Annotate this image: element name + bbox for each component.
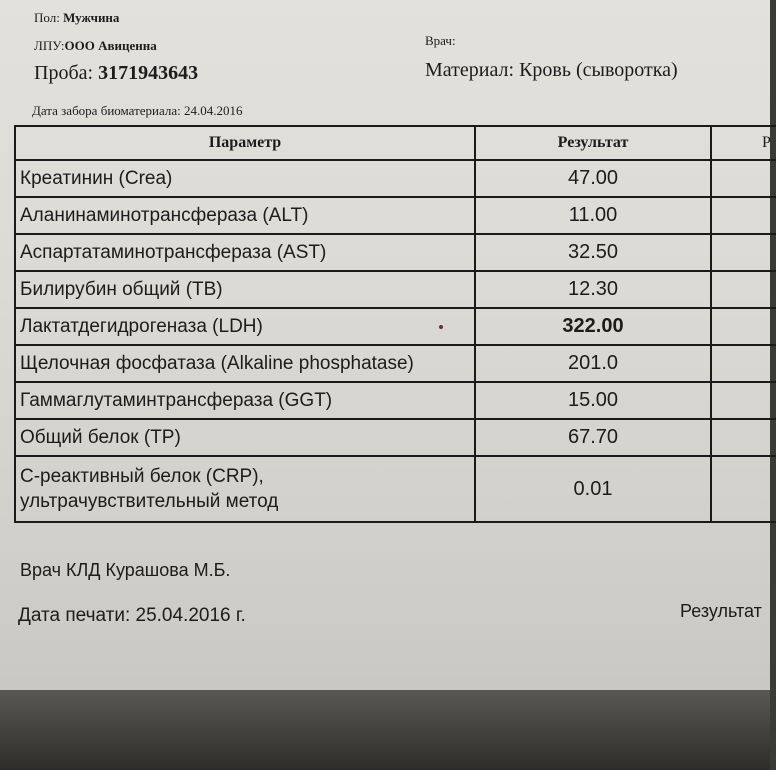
row-extra	[712, 346, 776, 381]
table-row	[16, 161, 776, 198]
row-parameter: Креатинин (Crea)	[16, 161, 476, 196]
row-result: 15.00	[476, 383, 712, 418]
row-parameter: Гаммаглутаминтрансфераза (GGT)	[16, 383, 476, 418]
row-extra	[712, 272, 776, 307]
ink-mark	[439, 325, 443, 329]
background-surface	[0, 690, 770, 770]
row-result: 47.00	[476, 161, 712, 196]
collection-date-value: 24.04.2016	[184, 103, 243, 118]
print-date: Дата печати: 25.04.2016 г.	[18, 605, 246, 626]
row-parameter-line1: C-реактивный белок (CRP),	[20, 466, 264, 487]
row-result: 12.30	[476, 272, 712, 307]
table-row	[16, 346, 776, 383]
sex-line	[34, 10, 119, 26]
sample-label: Проба:	[34, 62, 94, 84]
row-extra	[712, 383, 776, 418]
doctor-signature: Врач КЛД Курашова М.Б.	[20, 560, 231, 580]
column-header-result: Результат	[476, 127, 712, 159]
lpu-value: ООО Авиценна	[64, 38, 157, 53]
row-parameter: Общий белок (TP)	[16, 420, 476, 455]
column-header-cut: Р	[762, 134, 771, 151]
sample-line	[34, 62, 198, 85]
row-parameter: Лактатдегидрогеназа (LDH)	[16, 309, 476, 344]
table-row	[16, 457, 776, 523]
row-extra	[712, 198, 776, 233]
material-value: Кровь (сыворотка)	[519, 59, 678, 81]
row-result: 201.0	[476, 346, 712, 381]
material-label: Материал:	[425, 59, 515, 81]
row-extra	[712, 235, 776, 270]
sex-value: Мужчина	[63, 10, 120, 25]
doctor-label: Врач:	[425, 33, 456, 48]
row-parameter: Щелочная фосфатаза (Alkaline phosphatase)	[16, 346, 476, 381]
table-row	[16, 420, 776, 457]
row-parameter: Билирубин общий (TB)	[16, 272, 476, 307]
result-cut-text: Результат	[680, 601, 762, 621]
row-extra	[712, 309, 776, 344]
table-row	[16, 309, 776, 346]
table-row	[16, 383, 776, 420]
row-parameter: Аспартатаминотрансфераза (AST)	[16, 235, 476, 270]
row-result: 322.00	[476, 309, 712, 344]
collection-date-line	[32, 103, 243, 119]
row-extra	[712, 420, 776, 455]
row-extra	[712, 457, 776, 521]
row-result: 67.70	[476, 420, 712, 455]
row-result: 0.01	[476, 457, 712, 521]
table-row	[16, 235, 776, 272]
material-line	[425, 59, 678, 82]
row-extra	[712, 161, 776, 196]
lpu-line	[34, 38, 157, 54]
sample-value: 3171943643	[98, 62, 199, 84]
table-header-row	[16, 127, 776, 161]
table-row	[16, 272, 776, 309]
row-result: 11.00	[476, 198, 712, 233]
collection-date-label: Дата забора биоматериала:	[32, 103, 181, 118]
column-header-parameter: Параметр	[16, 127, 476, 159]
lpu-label: ЛПУ:	[34, 38, 65, 53]
results-table	[14, 125, 776, 523]
sex-label: Пол:	[34, 10, 60, 25]
row-parameter-line2: ультрачувствительный метод	[20, 491, 279, 512]
row-parameter: Аланинаминотрансфераза (ALT)	[16, 198, 476, 233]
table-row	[16, 198, 776, 235]
row-parameter	[16, 457, 476, 521]
row-result: 32.50	[476, 235, 712, 270]
